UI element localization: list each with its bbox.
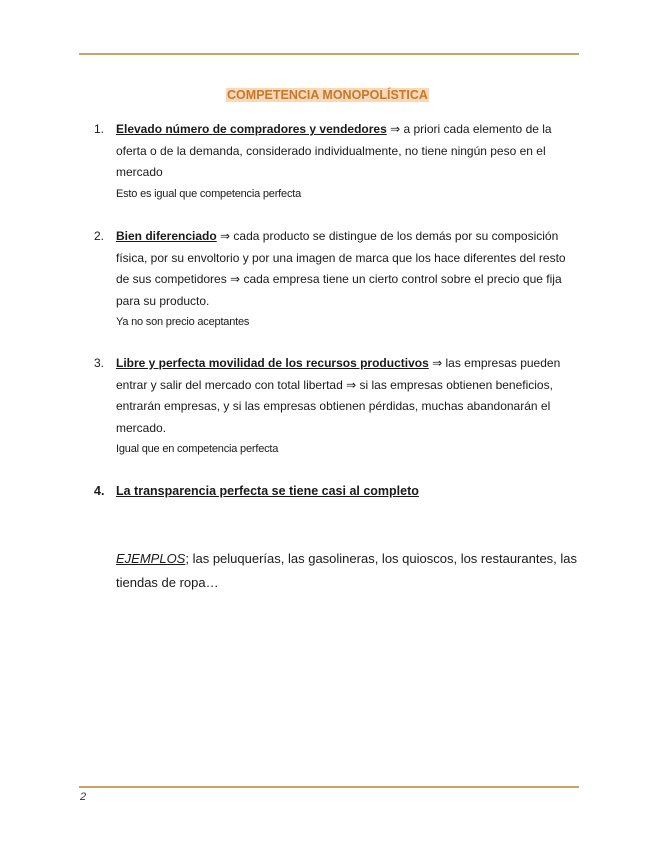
- footer-rule: [79, 786, 579, 788]
- examples-text: las peluquerías, las gasolineras, los quioscos, los restaurantes, las tiendas de ropa…: [116, 551, 578, 590]
- item-text: cada producto se distingue de los demás por su composición física, por su envoltorio y por una imagen de marca que los hace diferentes del resto de sus competidores ⇒ cada empresa tiene un cierto control sobre el precio que fija para su producto.: [116, 229, 566, 308]
- item-note: Igual que en competencia perfecta: [116, 443, 279, 455]
- item-number: 4.: [94, 484, 105, 498]
- implies-arrow: ⇒: [428, 356, 446, 370]
- examples-separator: ;: [185, 551, 189, 566]
- item-number: 1.: [94, 122, 105, 136]
- list-item-2: [94, 226, 579, 333]
- page-title: [0, 88, 655, 102]
- header-rule: [79, 53, 579, 55]
- item-term: Elevado número de compradores y vendedores: [116, 122, 387, 136]
- item-note: Ya no son precio aceptantes: [116, 316, 250, 328]
- implies-arrow: ⇒: [386, 122, 404, 136]
- list-item-3: [94, 353, 579, 460]
- list-item-4: [94, 481, 579, 503]
- item-term: La transparencia perfecta se tiene casi al completo: [116, 484, 419, 498]
- page-number: 2: [80, 791, 87, 803]
- examples-label: EJEMPLOS: [116, 551, 186, 566]
- item-text: a priori cada elemento de la oferta o de la demanda, considerado individualmente, no tiene ningún peso en el mercado: [116, 122, 552, 179]
- item-number: 2.: [94, 229, 105, 243]
- implies-arrow: ⇒: [216, 229, 234, 243]
- page-title-text: COMPETENCIA MONOPOLÍSTICA: [227, 88, 428, 102]
- item-number: 3.: [94, 356, 105, 370]
- item-term: Libre y perfecta movilidad de los recursos productivos: [116, 356, 429, 370]
- examples-paragraph: [116, 547, 579, 595]
- item-text: las empresas pueden entrar y salir del mercado con total libertad ⇒ si las empresas obtienen beneficios, entrarán empresas, y si las empresas obtienen pérdidas, muchas abandonarán el mercado.: [116, 356, 561, 435]
- list-item-1: [94, 119, 579, 205]
- item-term: Bien diferenciado: [116, 229, 217, 243]
- item-note: Esto es igual que competencia perfecta: [116, 187, 302, 200]
